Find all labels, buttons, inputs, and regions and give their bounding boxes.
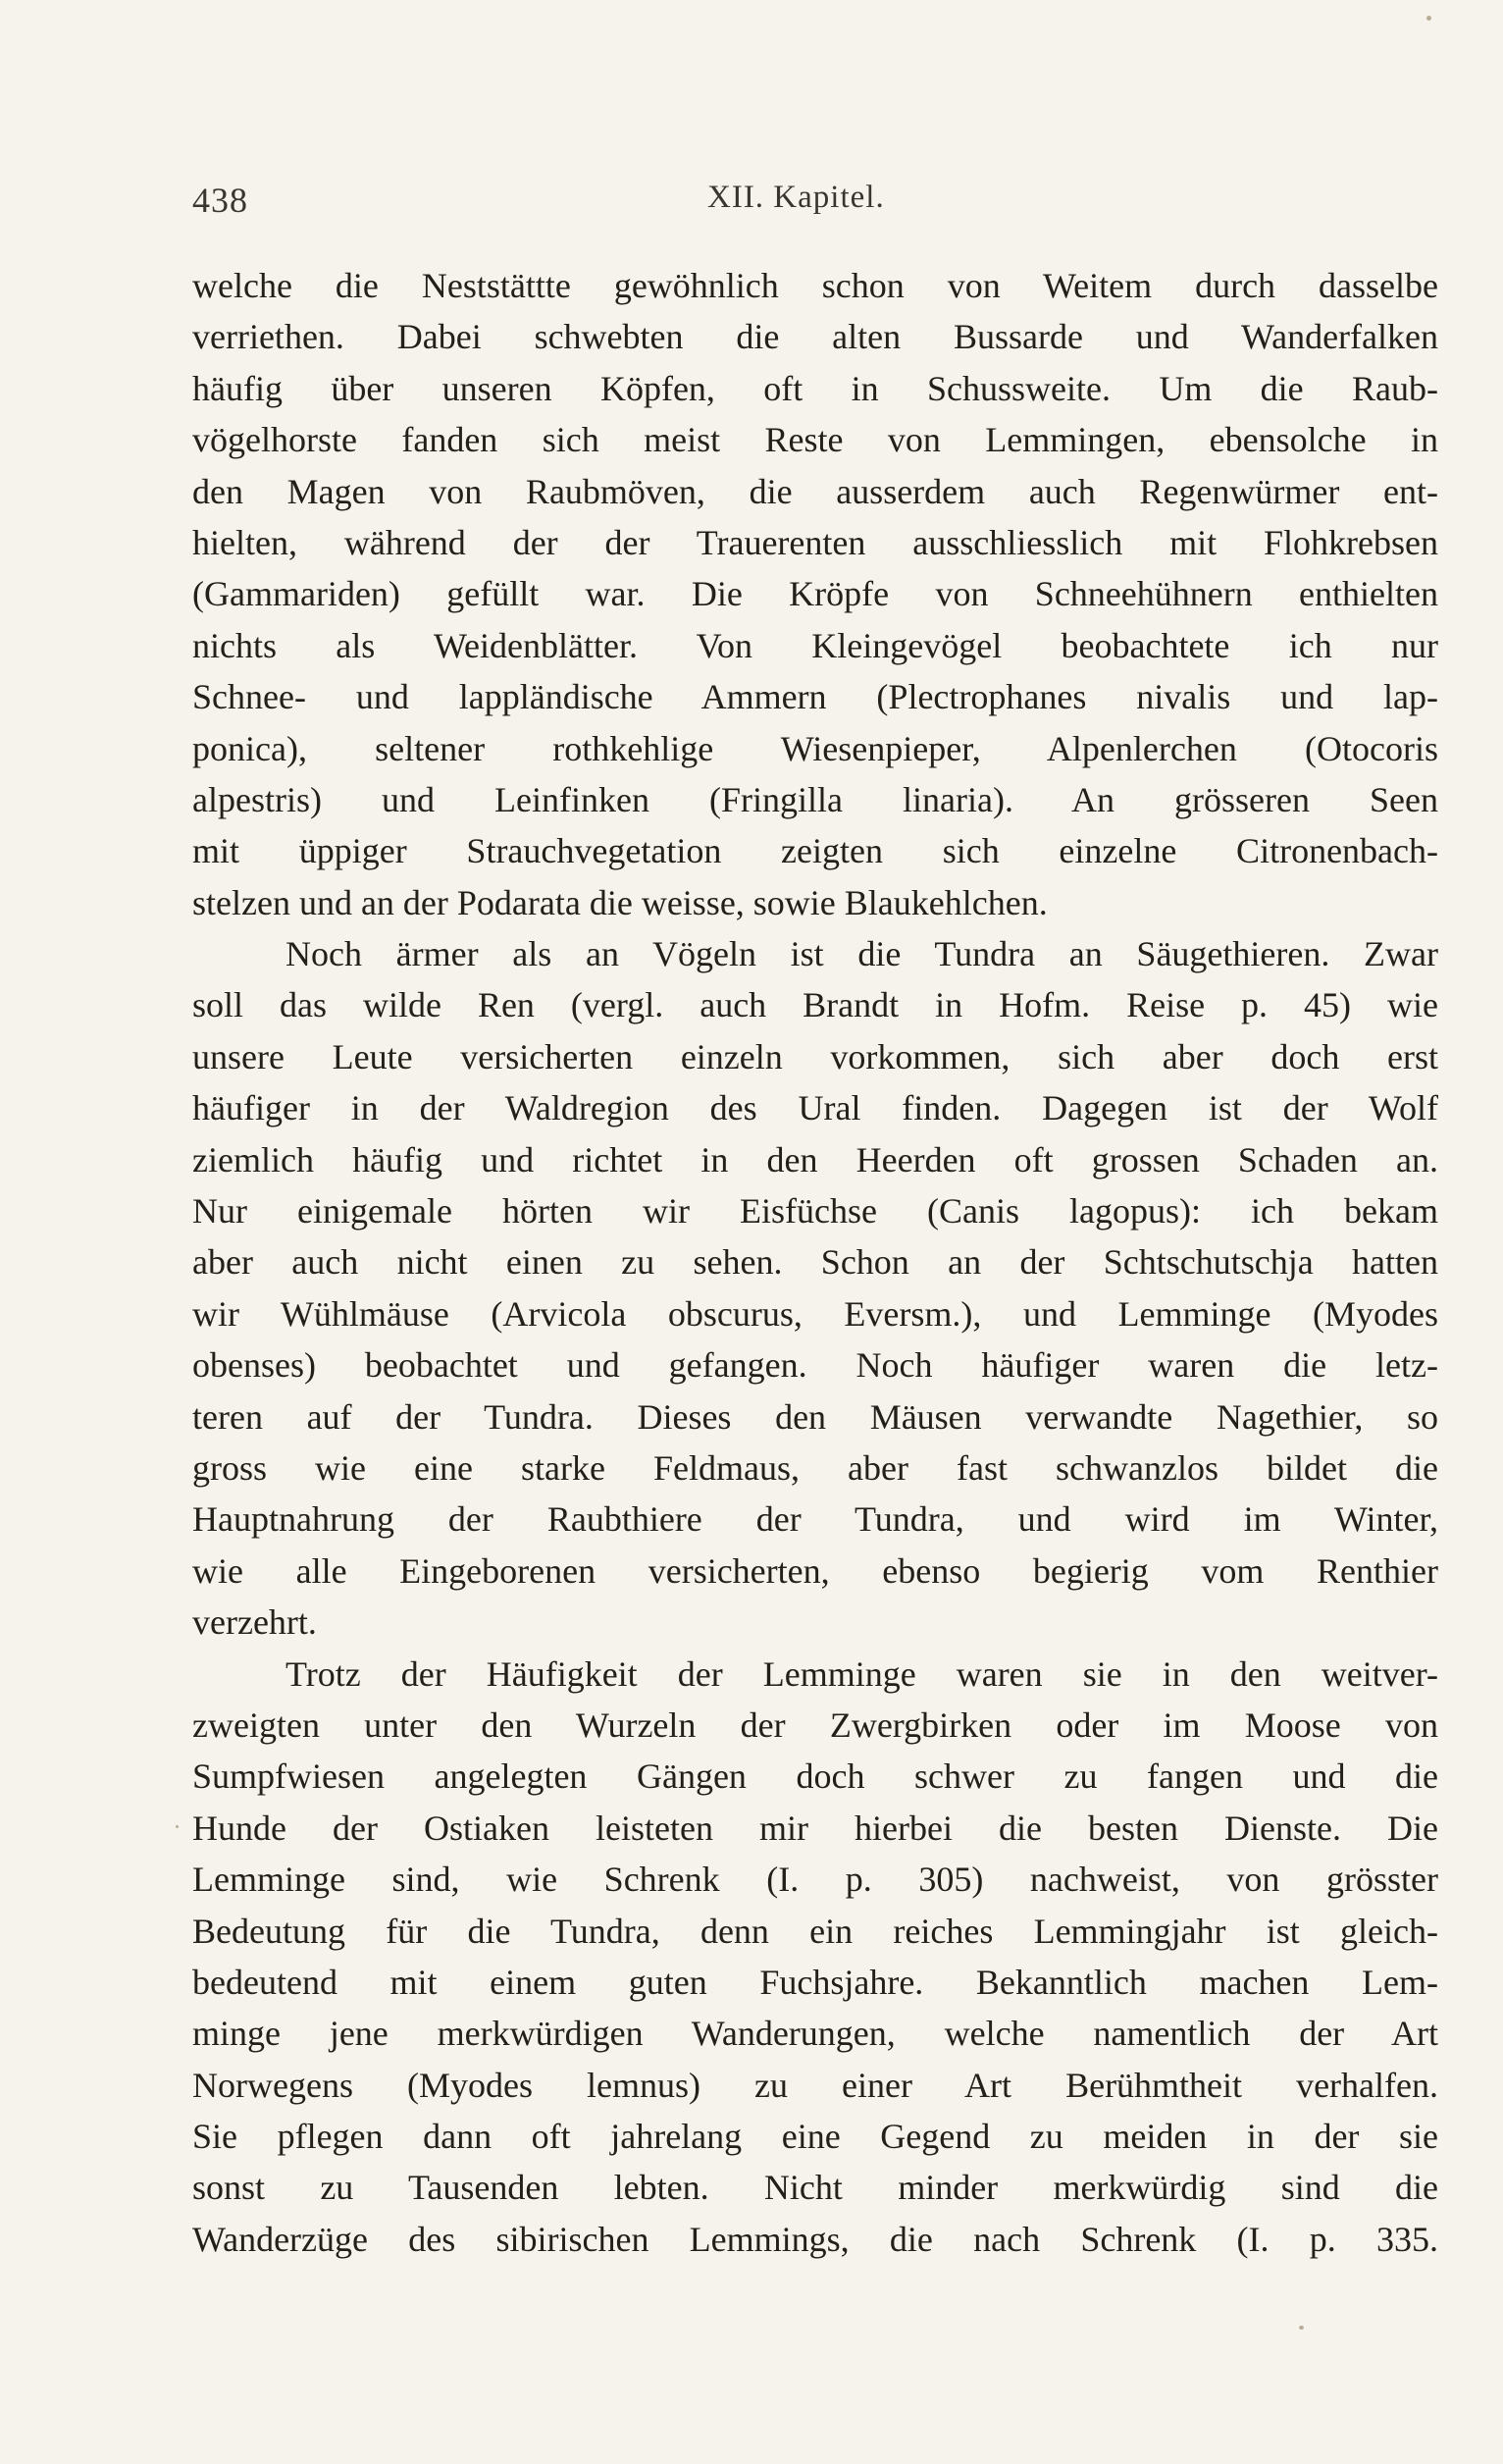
text-line: wir Wühlmäuse (Arvicola obscurus, Eversm.), und Lemminge (Myodes bbox=[192, 1293, 1438, 1334]
text-line: Hauptnahrung der Raubthiere der Tundra, und wird im Winter, bbox=[192, 1499, 1438, 1540]
text-line: sonst zu Tausenden lebten. Nicht minder merkwürdig sind die bbox=[192, 2168, 1438, 2208]
text-line: Hunde der Ostiaken leisteten mir hierbei die besten Dienste. Die bbox=[192, 1808, 1438, 1848]
text-line: Wanderzüge des sibirischen Lemmings, die nach Schrenk (I. p. 335. bbox=[192, 2219, 1438, 2259]
text-line: gross wie eine starke Feldmaus, aber fast schwanzlos bildet die bbox=[192, 1447, 1438, 1488]
page-number: 438 bbox=[192, 181, 248, 220]
text-line: hielten, während der der Trauerenten ausschliesslich mit Flohkrebsen bbox=[192, 522, 1438, 562]
text-line: zweigten unter den Wurzeln der Zwergbirken oder im Moose von bbox=[192, 1704, 1438, 1745]
chapter-running-head: XII. Kapitel. bbox=[707, 180, 885, 215]
text-line: unsere Leute versicherten einzeln vorkommen, sich aber doch erst bbox=[192, 1036, 1438, 1076]
paragraph-first-line: Trotz der Häufigkeit der Lemminge waren sie in den weitver- bbox=[285, 1653, 1438, 1694]
text-line: häufiger in der Waldregion des Ural finden. Dagegen ist der Wolf bbox=[192, 1088, 1438, 1128]
text-line: Schnee- und lappländische Ammern (Plectrophanes nivalis und lap- bbox=[192, 677, 1438, 717]
text-line: obenses) beobachtet und gefangen. Noch häufiger waren die letz- bbox=[192, 1345, 1438, 1386]
text-line: soll das wilde Ren (vergl. auch Brandt in Hofm. Reise p. 45) wie bbox=[192, 985, 1438, 1025]
text-line: stelzen und an der Podarata die weisse, sowie Blaukehlchen. bbox=[192, 882, 1048, 922]
text-line: Norwegens (Myodes lemnus) zu einer Art Berühmtheit verhalfen. bbox=[192, 2065, 1438, 2105]
paper-speck bbox=[1299, 2326, 1304, 2330]
paper-speck bbox=[176, 1825, 179, 1828]
body-text bbox=[192, 260, 1438, 2265]
text-line: mit üppiger Strauchvegetation zeigten sich einzelne Citronenbach- bbox=[192, 831, 1438, 871]
text-line: alpestris) und Leinfinken (Fringilla linaria). An grösseren Seen bbox=[192, 779, 1438, 819]
text-line: nichts als Weidenblätter. Von Kleingevögel beobachtete ich nur bbox=[192, 625, 1438, 665]
page-header bbox=[192, 172, 1438, 231]
text-line: ziemlich häufig und richtet in den Heerden oft grossen Schaden an. bbox=[192, 1139, 1438, 1180]
text-line: welche die Neststättte gewöhnlich schon von Weitem durch dasselbe bbox=[192, 266, 1438, 305]
paper-speck bbox=[1426, 16, 1431, 21]
text-line: verriethen. Dabei schwebten die alten Bussarde und Wanderfalken bbox=[192, 317, 1438, 357]
text-line: minge jene merkwürdigen Wanderungen, welche namentlich der Art bbox=[192, 2014, 1438, 2054]
text-line: den Magen von Raubmöven, die ausserdem auch Regenwürmer ent- bbox=[192, 471, 1438, 511]
paragraph-first-line: Noch ärmer als an Vögeln ist die Tundra an Säugethieren. Zwar bbox=[285, 934, 1438, 974]
text-line: Bedeutung für die Tundra, denn ein reiches Lemmingjahr ist gleich- bbox=[192, 1911, 1438, 1951]
text-line: ponica), seltener rothkehlige Wiesenpieper, Alpenlerchen (Otocoris bbox=[192, 728, 1438, 768]
text-line: verzehrt. bbox=[192, 1602, 317, 1643]
text-line: teren auf der Tundra. Dieses den Mäusen verwandte Nagethier, so bbox=[192, 1396, 1438, 1437]
text-line: Sie pflegen dann oft jahrelang eine Gegend zu meiden in der sie bbox=[192, 2117, 1438, 2157]
text-line: aber auch nicht einen zu sehen. Schon an der Schtschutschja hatten bbox=[192, 1242, 1438, 1283]
text-line: Nur einigemale hörten wir Eisfüchse (Canis lagopus): ich bekam bbox=[192, 1191, 1438, 1232]
text-line: (Gammariden) gefüllt war. Die Kröpfe von Schneehühnern enthielten bbox=[192, 574, 1438, 614]
text-line: Lemminge sind, wie Schrenk (I. p. 305) nachweist, von grösster bbox=[192, 1860, 1438, 1900]
text-line: Sumpfwiesen angelegten Gängen doch schwer zu fangen und die bbox=[192, 1756, 1438, 1797]
text-line: bedeutend mit einem guten Fuchsjahre. Bekanntlich machen Lem- bbox=[192, 1962, 1438, 2002]
text-line: wie alle Eingeborenen versicherten, ebenso begierig vom Renthier bbox=[192, 1550, 1438, 1591]
text-line: vögelhorste fanden sich meist Reste von Lemmingen, ebensolche in bbox=[192, 420, 1438, 460]
text-line: häufig über unseren Köpfen, oft in Schussweite. Um die Raub- bbox=[192, 368, 1438, 408]
